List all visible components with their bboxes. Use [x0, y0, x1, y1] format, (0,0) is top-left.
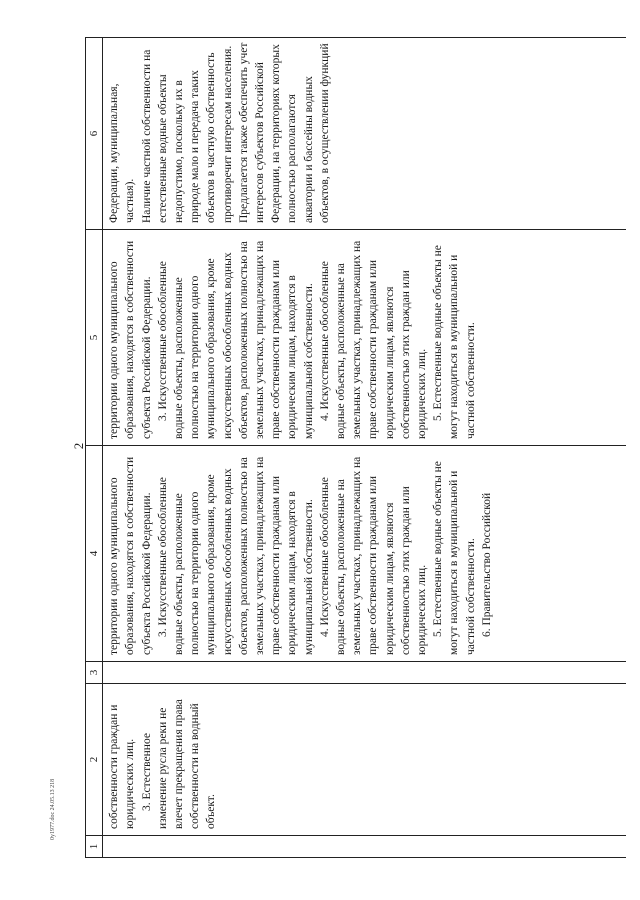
- paragraph: собственности граждан и юридических лиц.: [108, 704, 137, 829]
- paragraph: 5. Естественные водные объекты не могут находиться в муниципальной и частной собственности.: [432, 461, 477, 655]
- paragraph: 3. Искусственные обособленные водные объекты, расположенные полностью на территории одного муниципального образования, кроме искусственных обособленных водных объектов, расположенных полностью на земельных участках, принадлежащих на праве собственности гражданам или юридическим лицам, находятся в муниципальной собственности.: [156, 240, 315, 439]
- paragraph: 3. Искусственные обособленные водные объекты, расположенные полностью на территории одного муниципального образования, кроме искусственных обособленных водных объектов, расположенных полностью на земельных участках, принадлежащих на праве собственности гражданам или юридическим лицам, находятся в муниципальной собственности.: [156, 456, 315, 655]
- comparison-table: [85, 37, 626, 858]
- cell-col6: [103, 38, 627, 230]
- paragraph: Федерации, муниципальная, частная).: [108, 83, 137, 223]
- column-number-5: 5: [86, 230, 103, 446]
- cell-col1: [103, 836, 627, 858]
- paragraph: Предлагается также обеспечить учет интересов субъектов Российской Федерации, на территориях которых полностью располагаются акватории и бассейны водных объектов, в осуществлении функций: [237, 42, 331, 223]
- column-number-3: 3: [86, 662, 103, 684]
- table-header-row: [86, 38, 103, 858]
- cell-col2: [103, 684, 627, 836]
- column-number-1: 1: [86, 836, 103, 858]
- cell-col3: [103, 662, 627, 684]
- cell-col5: [103, 230, 627, 446]
- paragraph: 3. Естественное изменение русла реки не влечет прекращения права собственности на водный объект.: [140, 699, 218, 829]
- cell-col4: [103, 446, 627, 662]
- paragraph: 5. Естественные водные объекты не могут находиться в муниципальной и частной собственности.: [432, 245, 477, 439]
- paragraph: 4. Искусственные обособленные водные объекты, расположенные на земельных участках, принадлежащих на праве собственности гражданам или юридическим лицам, являются собственностью этих граждан или юридических лиц.: [318, 456, 429, 655]
- paragraph: 4. Искусственные обособленные водные объекты, расположенные на земельных участках, принадлежащих на праве собственности гражданам или юридическим лицам, являются собственностью этих граждан или юридических лиц.: [318, 240, 429, 439]
- column-number-2: 2: [86, 684, 103, 836]
- paragraph: территории одного муниципального образования, находятся в собственности субъекта Российской Федерации.: [108, 240, 153, 439]
- column-number-4: 4: [86, 446, 103, 662]
- column-number-6: 6: [86, 38, 103, 230]
- paragraph: Наличие частной собственности на естественные водные объекты недопустимо, поскольку их в природе мало и передача таких объектов в частную собственность противоречит интересам населения.: [140, 45, 234, 223]
- page-number: 2: [71, 442, 86, 450]
- table-row: [103, 38, 627, 858]
- footer-file-code: 0y1977.doc 24.05.13 218: [50, 778, 56, 840]
- paragraph: территории одного муниципального образования, находятся в собственности субъекта Российской Федерации.: [108, 456, 153, 655]
- paragraph: 6. Правительство Российской: [480, 492, 493, 637]
